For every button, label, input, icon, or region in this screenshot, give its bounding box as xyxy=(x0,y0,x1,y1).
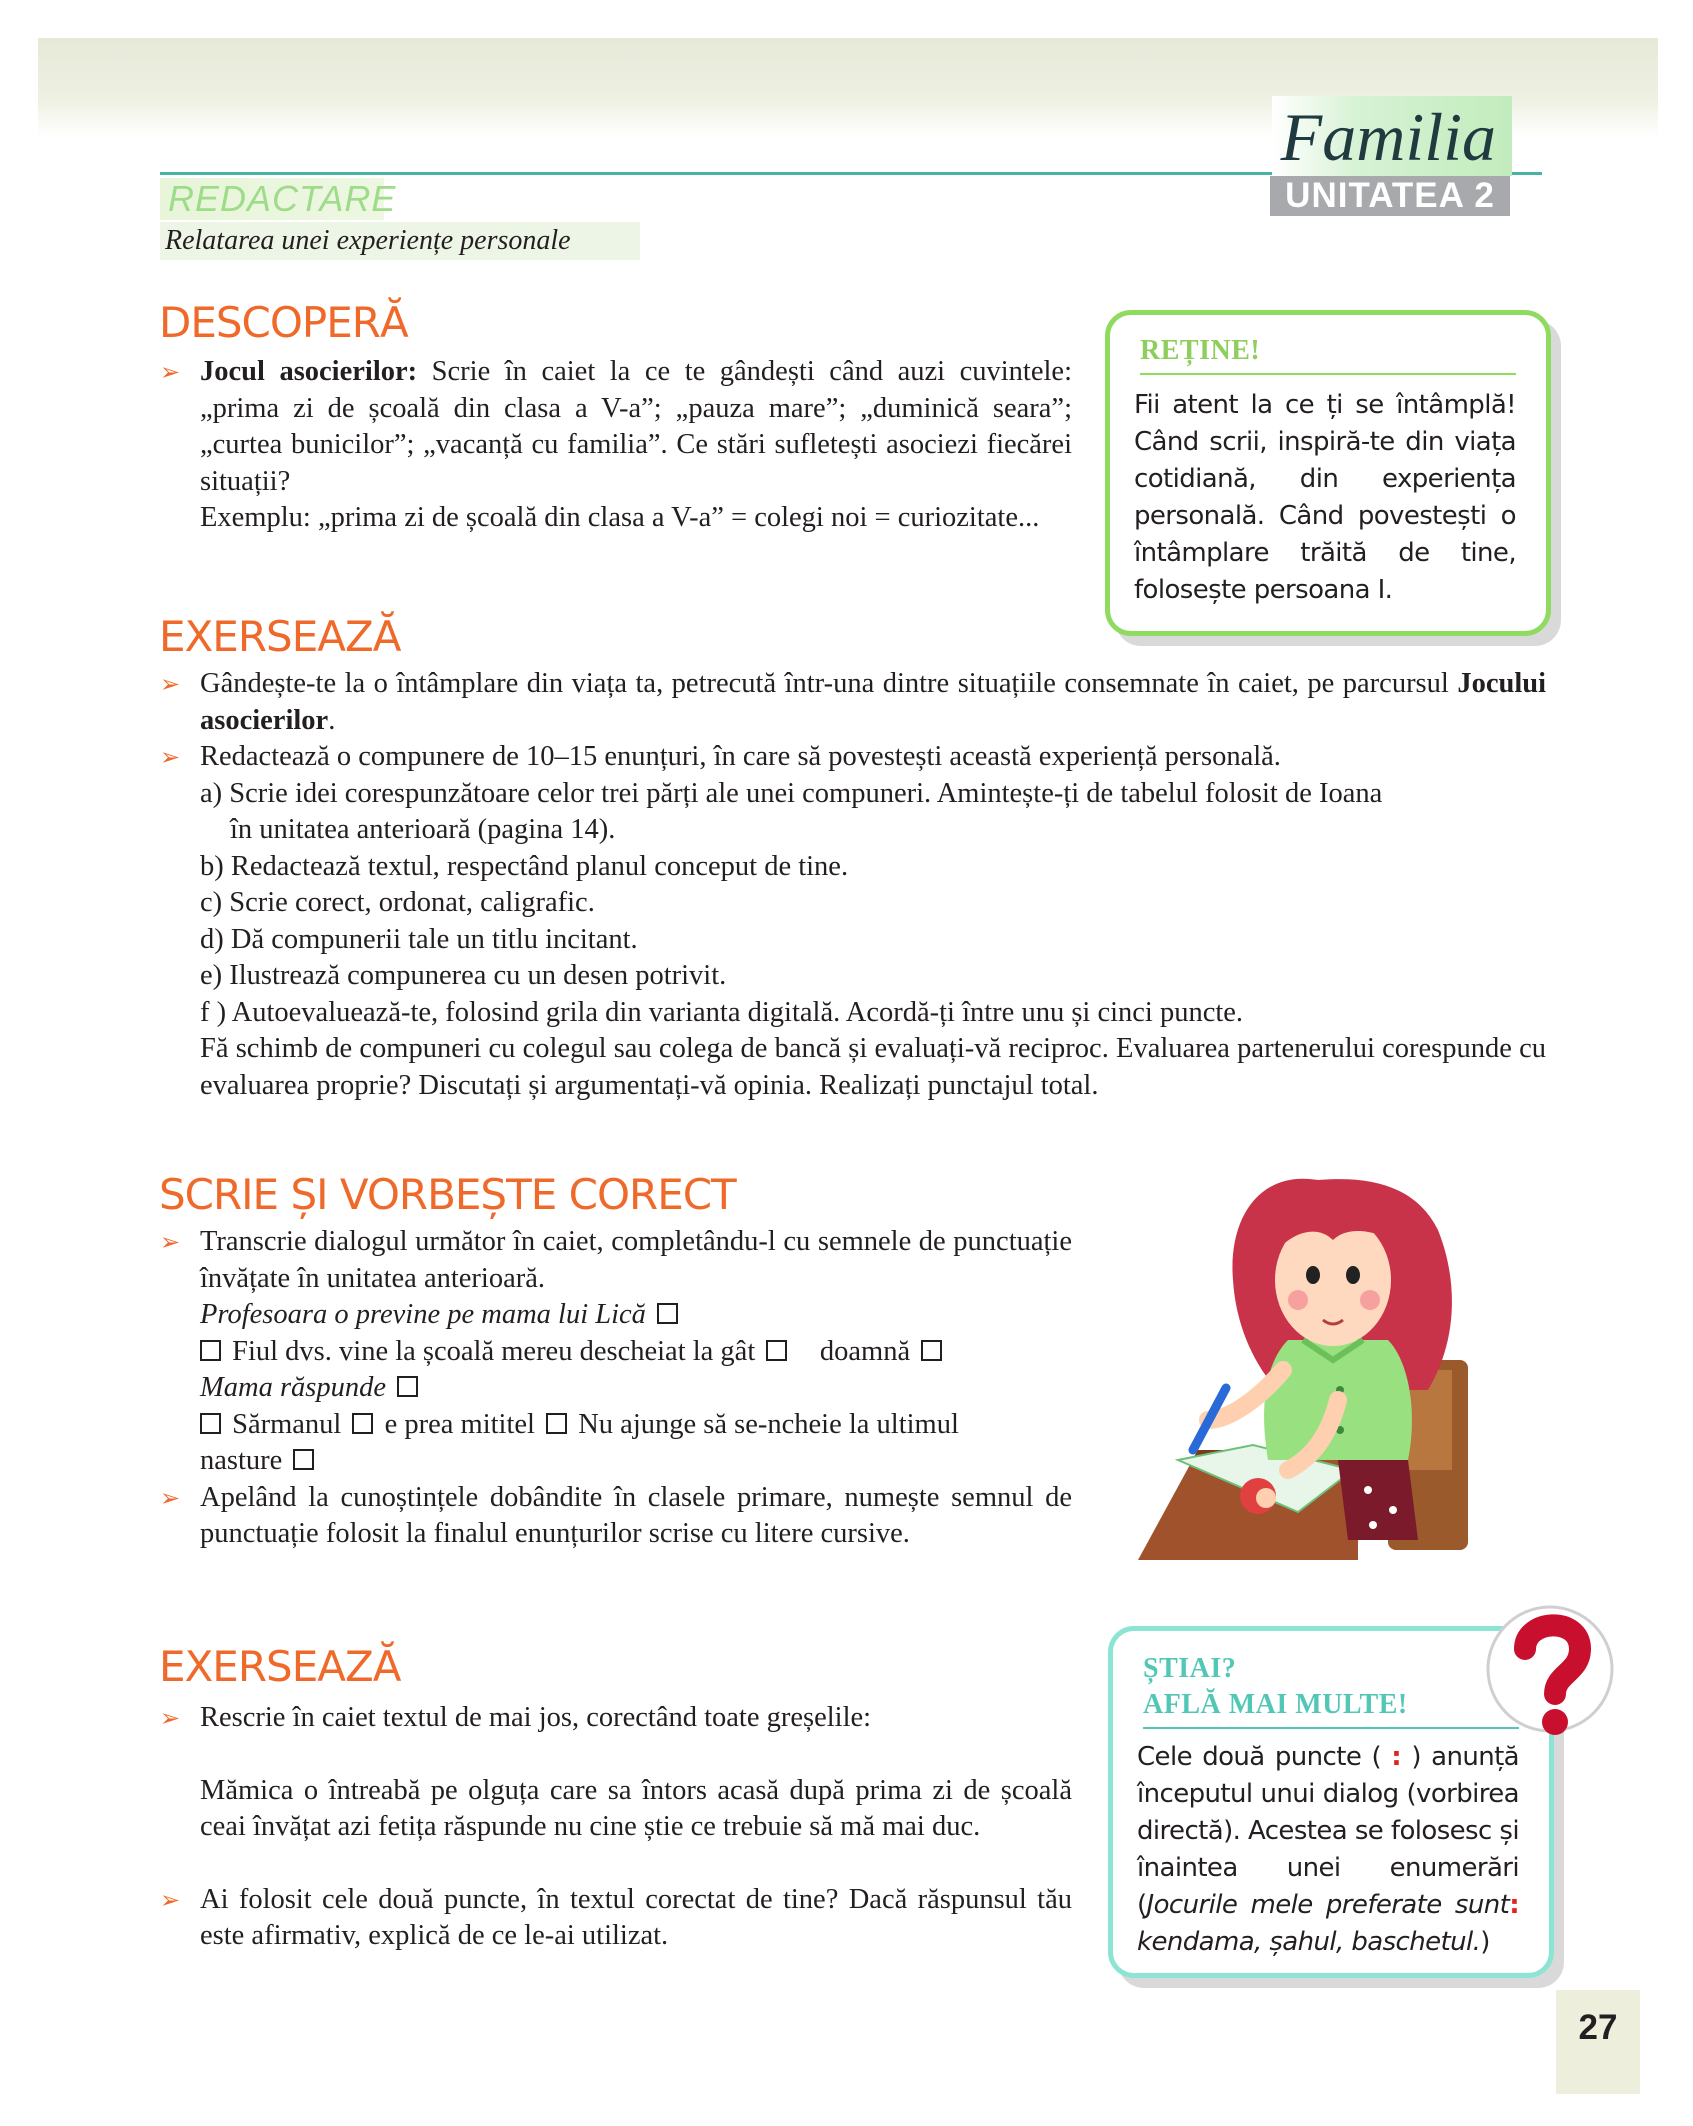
descopera-body: Scrie în caiet la ce te gândești când auzi cuvintele: „prima zi de școală din clasa a V-a”; „pauza mare”; „duminică seara”; „curtea bunicilor”; „vacanță cu familia”. Ce stări sufletești asociezi fiecărei situații? xyxy=(200,356,1072,497)
dialog-line-2b: doamnă xyxy=(819,1335,911,1367)
question-mark-icon xyxy=(1480,1594,1620,1744)
blank-box xyxy=(766,1340,787,1361)
heading-scrie: SCRIE ȘI VORBEȘTE CORECT xyxy=(159,1170,736,1219)
heading-exerseaza-1: EXERSEAZĂ xyxy=(159,612,401,661)
ex1-sub-a-line2: în unitatea anterioară (pagina 14). xyxy=(230,814,616,845)
stiai-text-1: Cele două puncte ( xyxy=(1137,1742,1382,1772)
stiai-colon: : xyxy=(1391,1742,1402,1772)
subtitle xyxy=(160,222,640,260)
unit-title-text: Familia xyxy=(1280,99,1496,175)
ex1-sub-c: c) Scrie corect, ordonat, caligrafic. xyxy=(200,887,595,918)
heading-descopera: DESCOPERĂ xyxy=(159,298,408,347)
girl-writing-illustration xyxy=(1108,1160,1498,1560)
ex1-final: Fă schimb de compuneri cu colegul sau colega de bancă și evaluați-vă reciproc. Evaluarea partenerului corespunde cu evaluarea proprie? Discutați și argumentați-vă opinia. Realizați punctajul total. xyxy=(200,1033,1546,1101)
stiai-text-2: ) anunță începutul unui dialog (vorbirea directă). Acestea se folosesc și înaintea unei enumerări ( xyxy=(1137,1742,1520,1920)
blank-box xyxy=(921,1340,942,1361)
subtitle-text: Relatarea unei experiențe personale xyxy=(165,225,571,256)
ex1-sub-f: f ) Autoevaluează-te, folosind grila din varianta digitală. Acordă-ți între unu și cinci puncte. xyxy=(200,996,1244,1028)
ex1-sub-a-line1: a) Scrie idei corespunzătoare celor trei părți ale unei compuneri. Amintește-ți de tabelul folosit de Ioana xyxy=(200,777,1383,809)
list-item xyxy=(160,1700,1072,1737)
list-item xyxy=(160,354,1072,537)
blank-box xyxy=(546,1413,567,1434)
dialog-line-4a: Sărmanul xyxy=(232,1408,342,1440)
scrie-block xyxy=(160,1224,1072,1553)
retine-text: Fii atent la ce ți se întâmplă! Când scrii, inspiră-te din viața cotidiană, din experiența personală. Când povestești o întâmplare trăită de tine, folosește persoana I. xyxy=(1134,390,1516,605)
ex1-item1-post: . xyxy=(328,704,336,736)
descopera-lead: Jocul asocierilor: xyxy=(200,356,418,387)
stiai-text xyxy=(1137,1739,1519,1961)
unit-title xyxy=(1272,96,1512,176)
blank-box xyxy=(200,1340,221,1361)
scrie-item1: Transcrie dialogul următor în caiet, completându-l cu semnele de punctuație învățate în unitatea anterioară. xyxy=(200,1226,1072,1294)
arrow-icon: ➢ xyxy=(160,1704,181,1732)
blank-box xyxy=(293,1449,314,1470)
scrie-item2: Apelând la cunoștințele dobândite în clasele primare, numește semnul de punctuație folosit la finalul enunțurilor scrise cu litere cursive. xyxy=(200,1481,1072,1549)
section-tag-text: REDACTARE xyxy=(168,178,397,219)
dialog-line-3 xyxy=(160,1370,1072,1407)
spacer xyxy=(160,1737,1072,1773)
exerseaza-1-block xyxy=(160,666,1546,1104)
arrow-icon: ➢ xyxy=(160,1483,181,1512)
dialog-line-3-text: Mama răspunde xyxy=(200,1372,387,1403)
blank-box xyxy=(397,1376,418,1397)
list-item xyxy=(160,739,1546,776)
ex1-sub-b: b) Redactează textul, respectând planul conceput de tine. xyxy=(200,850,849,882)
ex1-item1-pre: Gândește-te la o întâmplare din viața ta, petrecută într-una dintre situațiile consemnate în caiet, pe parcursul xyxy=(200,668,1458,699)
arrow-icon: ➢ xyxy=(160,670,181,698)
dialog-line-2a: Fiul dvs. vine la școală mereu descheiat la gât xyxy=(232,1335,756,1367)
arrow-icon: ➢ xyxy=(160,358,181,386)
dialog-line-5-text: nasture xyxy=(200,1445,283,1476)
stiai-example-2: kendama, șahul, baschetul. xyxy=(1137,1927,1481,1957)
descopera-block xyxy=(160,354,1072,537)
spacer xyxy=(160,1846,1072,1882)
ex1-item1-bold: Jocului asocierilor xyxy=(200,668,1546,736)
stiai-title-2: AFLĂ MAI MULTE! xyxy=(1143,1689,1408,1720)
list-item xyxy=(160,1224,1072,1297)
ex1-sub-a xyxy=(160,776,1546,849)
dialog-line-1-text: Profesoara o previne pe mama lui Lică xyxy=(200,1299,646,1330)
retine-title: REȚINE! xyxy=(1140,335,1261,366)
ex1-item2: Redactează o compunere de 10–15 enunțuri, în care să povestești această experiență personală. xyxy=(200,741,1281,772)
page-number: 27 xyxy=(1556,1990,1640,2094)
dialog-line-4b: e prea mititel xyxy=(384,1408,535,1440)
dialog-line-5 xyxy=(160,1443,1072,1480)
stiai-rule xyxy=(1143,1727,1519,1729)
unit-label: UNITATEA 2 xyxy=(1270,176,1510,216)
list-item xyxy=(160,1480,1072,1553)
dialog-line-2 xyxy=(160,1334,1072,1371)
descopera-text xyxy=(200,354,1072,500)
retine-callout xyxy=(1105,310,1551,636)
descopera-example: Exemplu: „prima zi de școală din clasa a V-a” = colegi noi = curiozitate... xyxy=(200,502,1040,533)
section-tag xyxy=(160,178,397,220)
dialog-line-1 xyxy=(160,1297,1072,1334)
stiai-text-3: ) xyxy=(1480,1927,1490,1957)
exerseaza-2-block xyxy=(160,1700,1072,1955)
blank-box xyxy=(200,1413,221,1434)
arrow-icon: ➢ xyxy=(160,1885,181,1914)
ex2-item1: Rescrie în caiet textul de mai jos, corectând toate greșelile: xyxy=(200,1702,872,1733)
dialog-line-4c: Nu ajunge să se-ncheie la ultimul xyxy=(578,1408,959,1440)
stiai-colon-2: : xyxy=(1509,1890,1519,1920)
blank-box xyxy=(352,1413,373,1434)
stiai-title-1: ȘTIAI? xyxy=(1143,1653,1237,1684)
arrow-icon: ➢ xyxy=(160,1228,181,1256)
ex2-paragraph: Mămica o întreabă pe olguța care sa întors acasă după prima zi de școală ceai învățat azi fetița răspunde nu cine știe ce trebuie să mă mai duc. xyxy=(200,1774,1072,1842)
blank-box xyxy=(657,1303,678,1324)
retine-rule xyxy=(1140,373,1516,375)
ex1-sub-e: e) Ilustrează compunerea cu un desen potrivit. xyxy=(200,960,727,991)
dialog-line-4 xyxy=(160,1407,1072,1444)
ex1-sub-d: d) Dă compunerii tale un titlu incitant. xyxy=(200,923,638,955)
list-item xyxy=(160,666,1546,739)
arrow-icon: ➢ xyxy=(160,743,181,771)
heading-exerseaza-2: EXERSEAZĂ xyxy=(159,1642,401,1691)
list-item xyxy=(160,1882,1072,1955)
stiai-example: Jocurile mele preferate sunt xyxy=(1146,1890,1510,1920)
ex2-item2: Ai folosit cele două puncte, în textul corectat de tine? Dacă răspunsul tău este afirmativ, explică de ce le-ai utilizat. xyxy=(200,1883,1072,1951)
